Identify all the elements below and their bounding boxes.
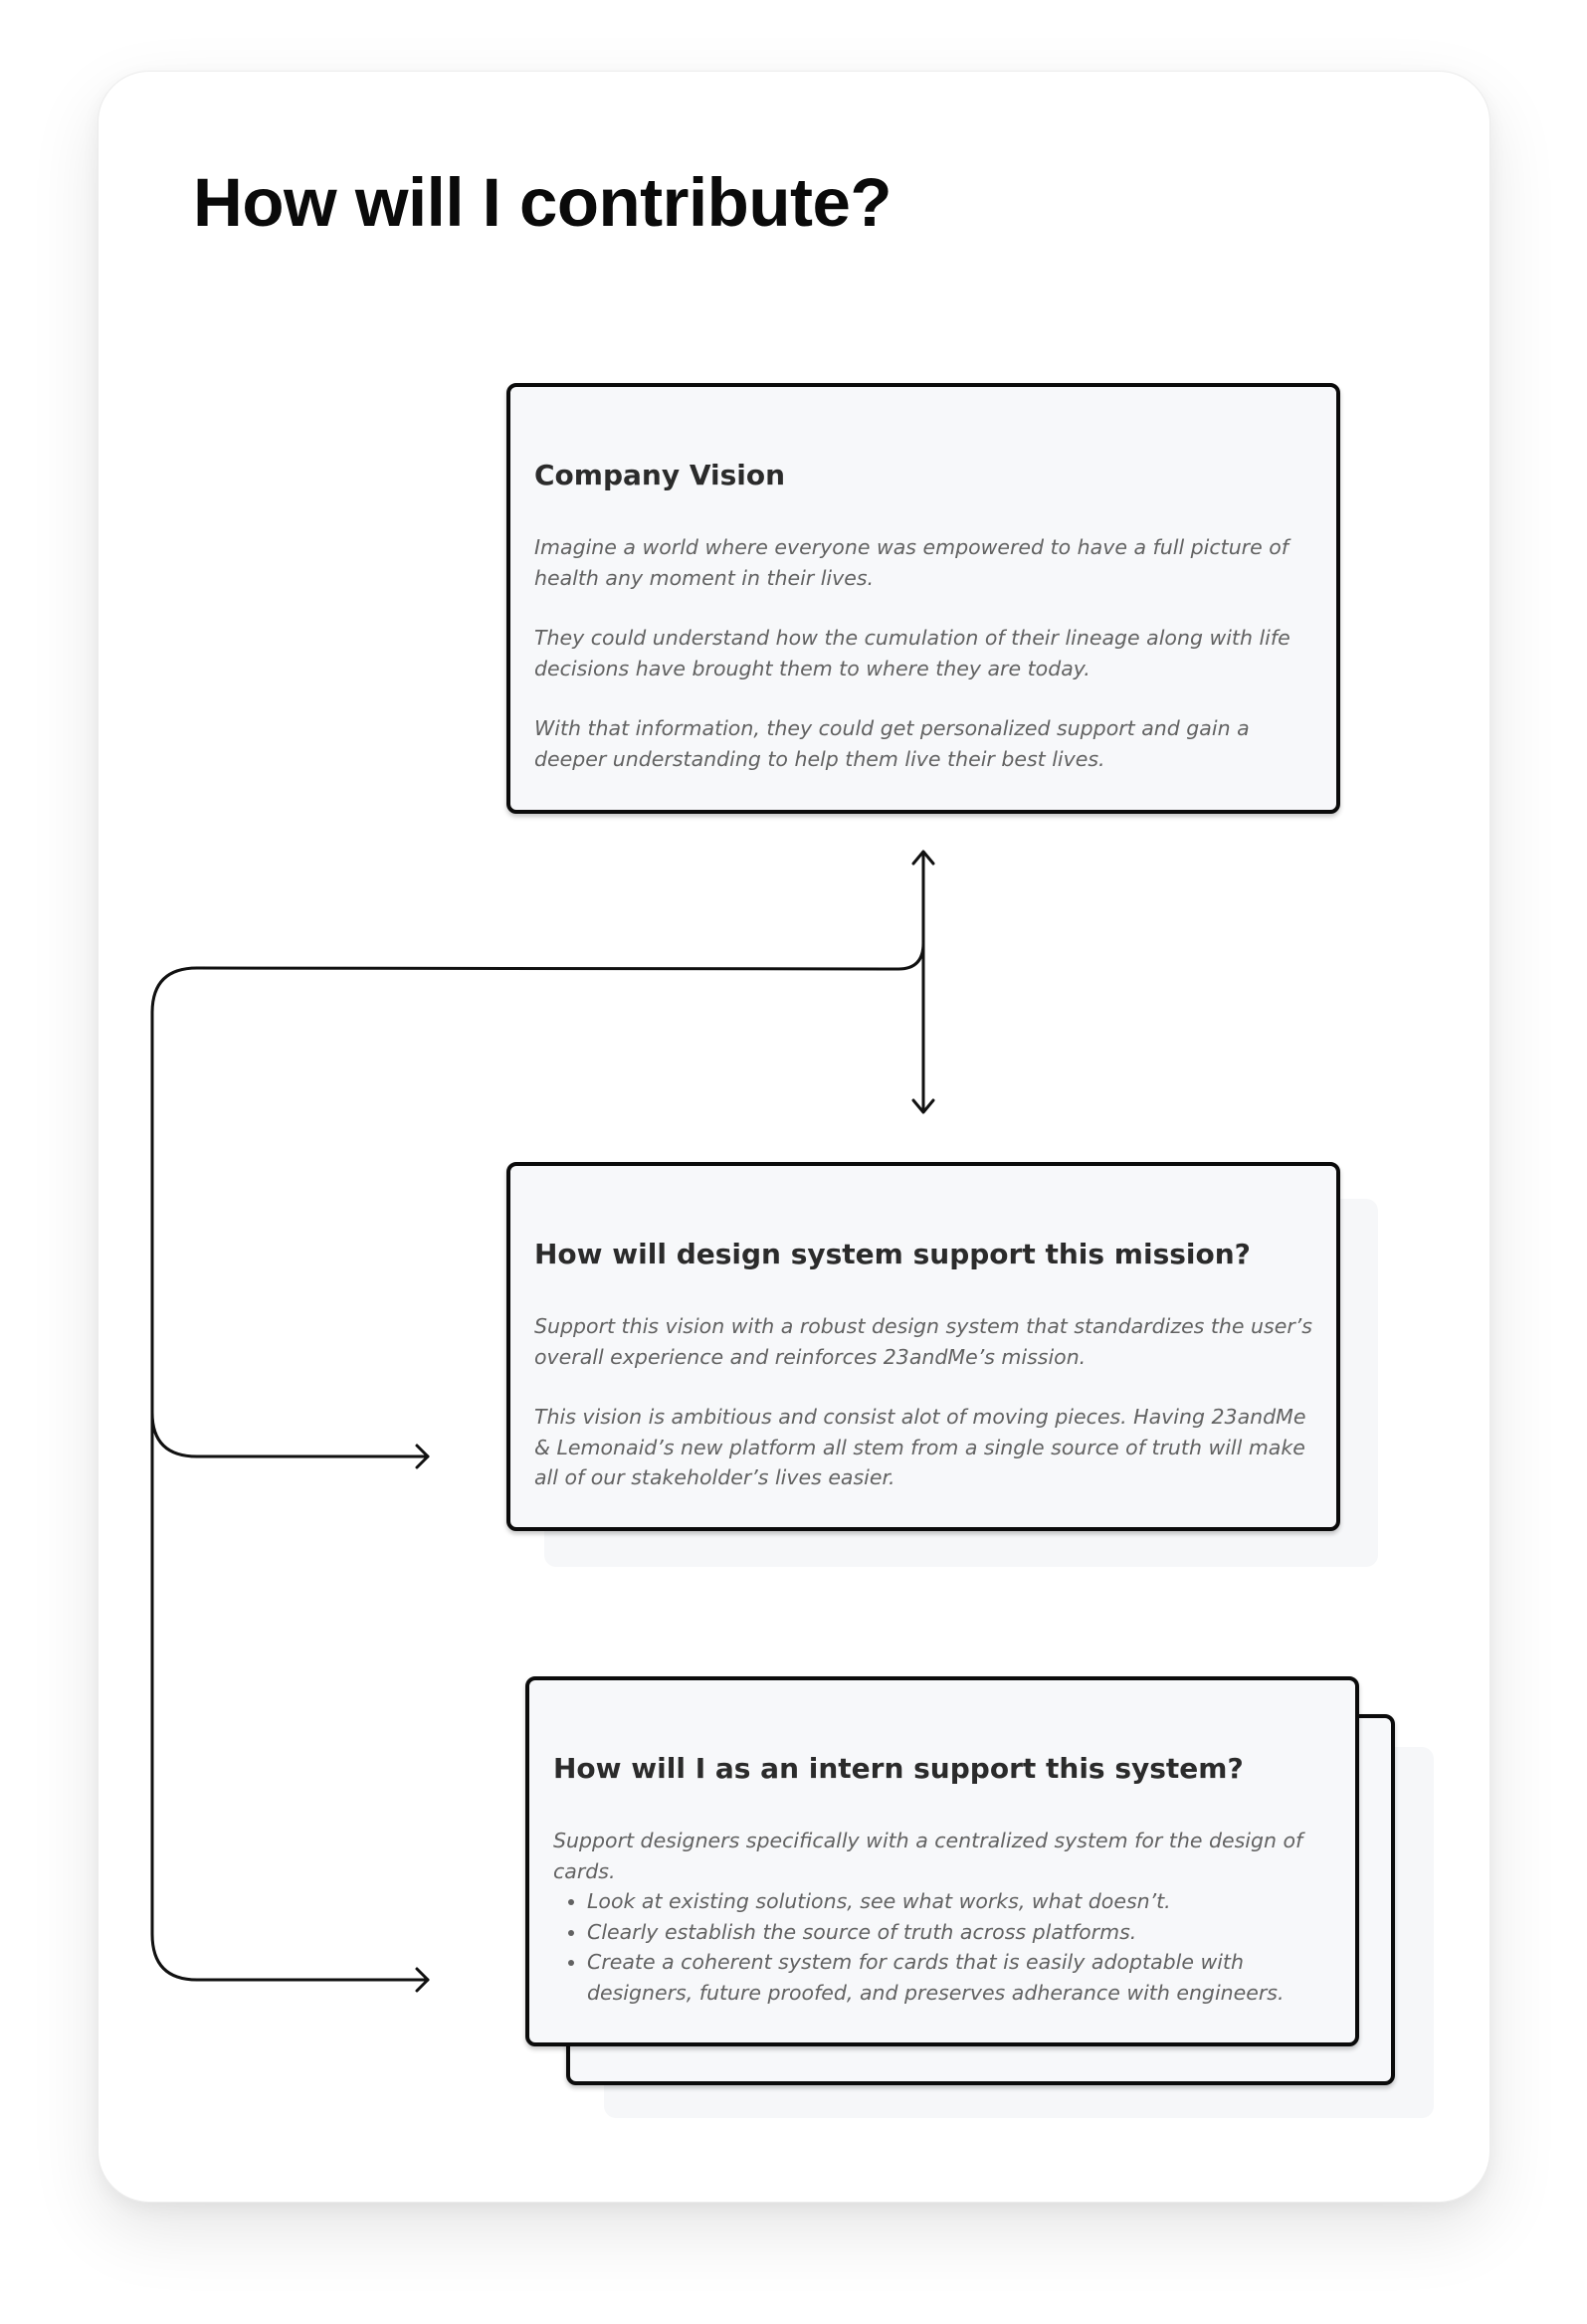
company-vision-heading: Company Vision	[534, 459, 786, 491]
intern-support-bullet: • Clearly establish the source of truth across platforms.	[587, 1917, 1339, 1948]
page-title: How will I contribute?	[193, 164, 892, 241]
design-system-paragraph: This vision is ambitious and consist alot of moving pieces. Having 23andMe & Lemonaid’s new platform all stem from a single source of truth will make all of our stakeholder’s lives easier.	[534, 1405, 1306, 1489]
intern-support-heading: How will I as an intern support this system?	[553, 1752, 1244, 1785]
company-vision-paragraph: With that information, they could get personalized support and gain a deeper understanding to help them live their best lives.	[534, 716, 1250, 771]
mid-branch-connector	[152, 1413, 428, 1456]
company-vision-paragraph: They could understand how the cumulation of their lineage along with life decisions have brought them to where they are today.	[534, 626, 1290, 680]
design-system-heading: How will design system support this mission?	[534, 1238, 1251, 1270]
intern-support-intro: Support designers specifically with a centralized system for the design of cards.	[553, 1829, 1303, 1883]
intern-support-bullet: • Create a coherent system for cards that is easily adoptable with designers, future proofed, and preserves adherance with engineers.	[587, 1947, 1339, 2008]
company-vision-body	[534, 532, 1320, 774]
intern-support-card	[525, 1676, 1359, 2046]
design-system-body	[534, 1311, 1320, 1493]
design-system-paragraph: Support this vision with a robust design system that standardizes the user’s overall experience and reinforces 23andMe’s mission.	[534, 1314, 1312, 1369]
company-vision-card	[506, 383, 1340, 814]
design-system-card	[506, 1162, 1340, 1531]
intern-support-bullet: • Look at existing solutions, see what works, what doesn’t.	[587, 1886, 1339, 1917]
company-vision-paragraph: Imagine a world where everyone was empowered to have a full picture of health any moment in their lives.	[534, 535, 1289, 590]
intern-support-body	[553, 1826, 1339, 2008]
intern-support-bullet-list	[553, 1886, 1339, 2008]
